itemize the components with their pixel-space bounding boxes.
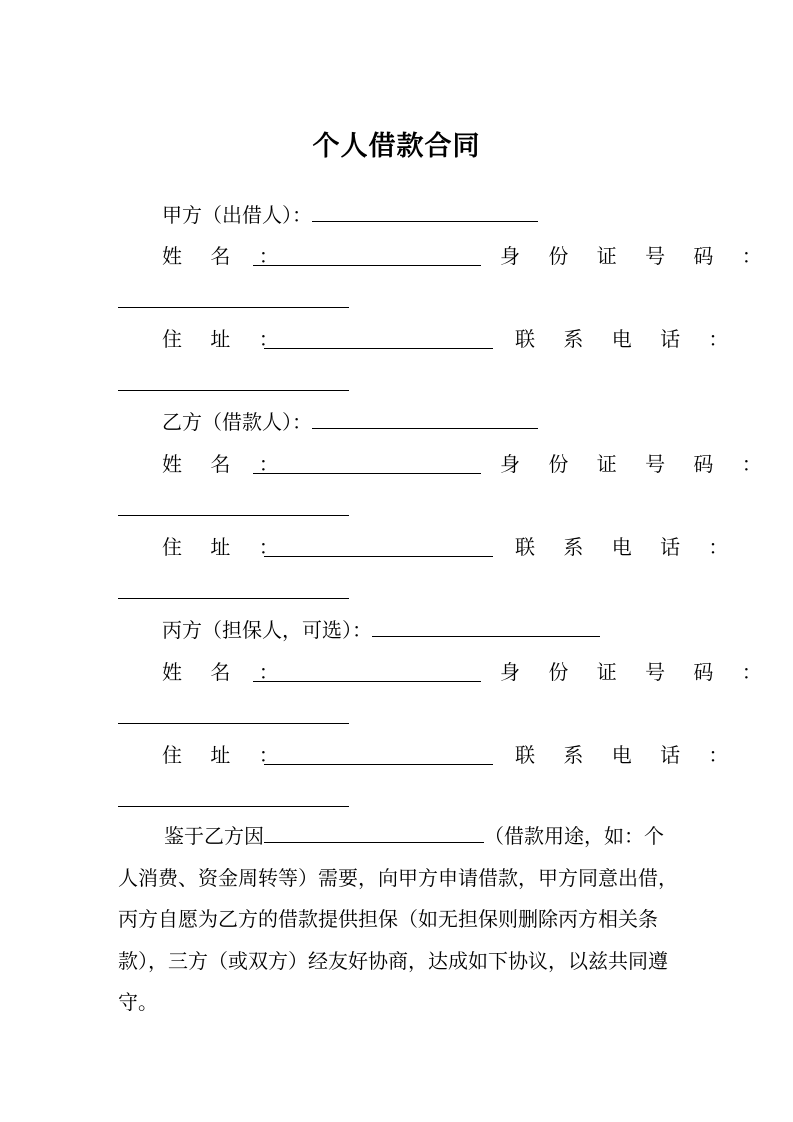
party-c-phone-field[interactable]: [118, 788, 349, 807]
party-c-heading: [162, 617, 600, 643]
party-a-heading-label: 甲方（出借人）：: [162, 203, 312, 227]
preamble-suffix: （借款用途，如：个人消费、资金周转等）需要，向甲方申请借款，甲方同意出借，丙方自愿为乙方的借款提供担保（如无担保则删除丙方相关条款），三方（或双方）经友好协商，达成如下协议，以兹共同遵守。: [118, 824, 678, 1015]
party-a-name-label: 姓 名 ：: [162, 244, 290, 268]
party-b-phone-label: 联 系 电 话 ：: [515, 535, 740, 559]
party-c-address-label: 住 址 ：: [162, 743, 290, 767]
party-b-address-field[interactable]: [264, 538, 493, 557]
document-title: 个人借款合同: [312, 131, 481, 162]
party-b-heading-label: 乙方（借款人）：: [162, 410, 312, 434]
party-a-heading: [162, 202, 538, 228]
party-a-address-field[interactable]: [264, 330, 493, 349]
party-a-address-label: 住 址 ：: [162, 327, 290, 351]
party-a-id-label: 身 份 证 号 码 ：: [500, 244, 773, 268]
party-a-name-field[interactable]: [253, 247, 481, 266]
party-c-id-field[interactable]: [118, 705, 349, 724]
party-b-name-field[interactable]: [253, 455, 481, 474]
party-c-phone-label: 联 系 电 话 ：: [515, 743, 740, 767]
party-b-name-label: 姓 名 ：: [162, 452, 290, 476]
loan-purpose-field[interactable]: [264, 824, 484, 843]
party-b-id-field[interactable]: [118, 497, 349, 516]
preamble-paragraph: [118, 816, 678, 1024]
party-c-heading-label: 丙方（担保人，可选）：: [162, 618, 372, 642]
party-b-name-blank[interactable]: [312, 410, 538, 429]
party-c-name-field[interactable]: [253, 663, 481, 682]
party-b-heading: [162, 409, 538, 435]
party-c-id-label: 身 份 证 号 码 ：: [500, 660, 773, 684]
preamble-prefix: 鉴于乙方因: [164, 824, 264, 848]
party-a-phone-field[interactable]: [118, 372, 349, 391]
party-a-name-blank[interactable]: [312, 203, 538, 222]
party-c-address-field[interactable]: [264, 746, 493, 765]
party-b-phone-field[interactable]: [118, 580, 349, 599]
party-a-phone-label: 联 系 电 话 ：: [515, 327, 740, 351]
party-c-name-label: 姓 名 ：: [162, 660, 290, 684]
party-c-name-blank[interactable]: [372, 618, 600, 637]
party-b-id-label: 身 份 证 号 码 ：: [500, 452, 773, 476]
party-a-id-field[interactable]: [118, 289, 349, 308]
party-b-address-label: 住 址 ：: [162, 535, 290, 559]
